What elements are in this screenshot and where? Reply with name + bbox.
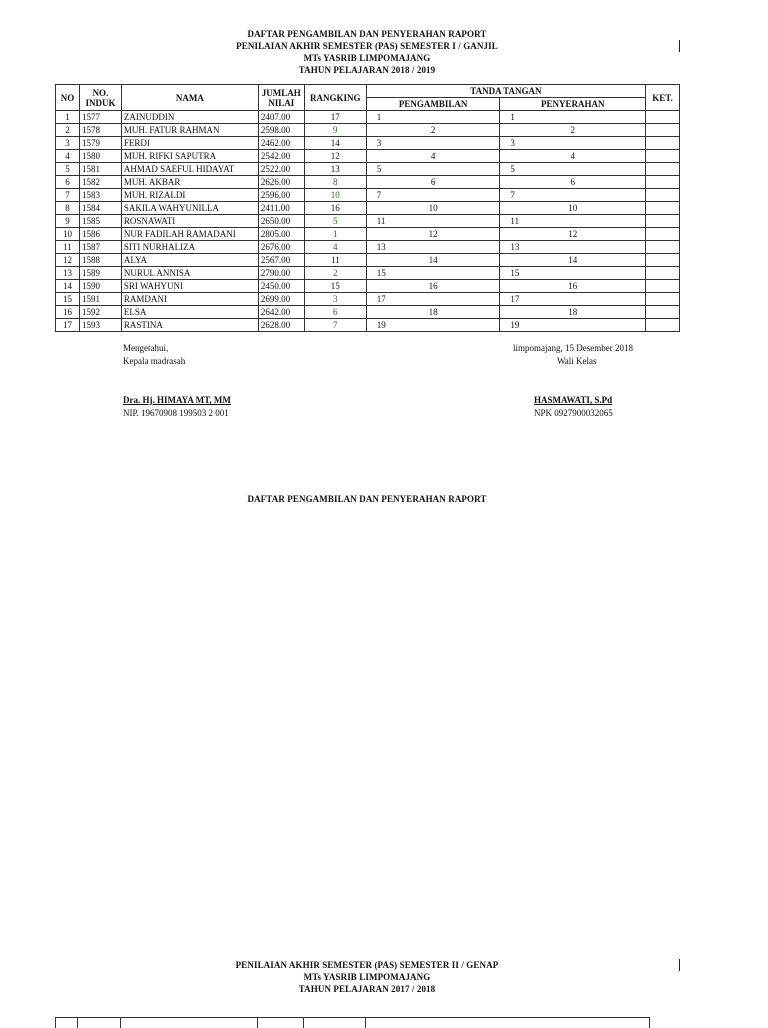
cell-penyerahan: 18	[500, 306, 646, 319]
cell-penyerahan: 19	[500, 319, 646, 332]
cell-ket	[646, 241, 680, 254]
table-row	[56, 319, 680, 332]
cell-nama: SITI NURHALIZA	[121, 241, 258, 254]
cell-rangking: 15	[304, 280, 366, 293]
cell-induk: 1592	[79, 306, 121, 319]
cell-nama: ZAINUDDIN	[121, 111, 258, 124]
section3-school: MTs YASRIB LIMPOMAJANG	[303, 972, 431, 982]
table-row	[56, 254, 680, 267]
table-row	[56, 163, 680, 176]
cell-pengambilan: 17	[366, 293, 500, 306]
cell-jumlah-nilai: 2628.00	[258, 319, 304, 332]
cell-penyerahan: 11	[500, 215, 646, 228]
cell-no: 5	[56, 163, 80, 176]
signature-left	[123, 342, 231, 420]
cell-jumlah-nilai: 2542.00	[258, 150, 304, 163]
cell-rangking: 8	[304, 176, 366, 189]
cell-induk: 1589	[79, 267, 121, 280]
cell-jumlah-nilai: 2567.00	[258, 254, 304, 267]
cell-ket	[646, 228, 680, 241]
cell-penyerahan: 10	[500, 202, 646, 215]
table-row	[56, 150, 680, 163]
cell-pengambilan: 15	[366, 267, 500, 280]
signature-right	[513, 342, 633, 368]
cell-penyerahan: 14	[500, 254, 646, 267]
cell-induk: 1588	[79, 254, 121, 267]
cell-induk: 1579	[79, 137, 121, 150]
col-header-no: NO	[56, 85, 80, 111]
cell-penyerahan: 3	[500, 137, 646, 150]
col-header-tanda-tangan: TANDA TANGAN	[366, 85, 645, 98]
cell-rangking: 16	[304, 202, 366, 215]
cell-ket	[646, 293, 680, 306]
cell-pengambilan: 14	[366, 254, 500, 267]
homeroom-teacher-npk: NPK 0927900032065	[534, 408, 613, 418]
cell-pengambilan: 18	[366, 306, 500, 319]
signature-right-line1: limpomajang, 15 Desember 2018	[513, 343, 633, 353]
cell-nama: SRI WAHYUNI	[121, 280, 258, 293]
cell-no: 1	[56, 111, 80, 124]
cell-jumlah-nilai: 2699.00	[258, 293, 304, 306]
header-subtitle: PENILAIAN AKHIR SEMESTER (PAS) SEMESTER I / GANJIL	[236, 41, 498, 51]
cell-rangking: 6	[304, 306, 366, 319]
cell-ket	[646, 319, 680, 332]
col-header-induk: NO. INDUK	[79, 85, 121, 111]
cell-induk: 1593	[79, 319, 121, 332]
cell-no: 9	[56, 215, 80, 228]
cell-jumlah-nilai: 2450.00	[258, 280, 304, 293]
cell-nama: MUH. AKBAR	[121, 176, 258, 189]
cell-nama: RAMDANI	[121, 293, 258, 306]
cell-pengambilan: 5	[366, 163, 500, 176]
cell-pengambilan: 11	[366, 215, 500, 228]
table-row	[56, 306, 680, 319]
cell-ket	[646, 150, 680, 163]
signature-left-line2: Kepala madrasah	[123, 356, 186, 366]
cell-no: 17	[56, 319, 80, 332]
cell-jumlah-nilai: 2790.00	[258, 267, 304, 280]
cell-penyerahan: 16	[500, 280, 646, 293]
cell-rangking: 5	[304, 215, 366, 228]
cell-nama: MUH. RIZALDI	[121, 189, 258, 202]
cell-no: 8	[56, 202, 80, 215]
cell-pengambilan: 3	[366, 137, 500, 150]
cell-rangking: 9	[304, 124, 366, 137]
cell-nama: ROSNAWATI	[121, 215, 258, 228]
cell-no: 10	[56, 228, 80, 241]
cell-penyerahan: 17	[500, 293, 646, 306]
cell-no: 15	[56, 293, 80, 306]
cell-rangking: 17	[304, 111, 366, 124]
cell-induk: 1580	[79, 150, 121, 163]
cell-jumlah-nilai: 2626.00	[258, 176, 304, 189]
cell-no: 6	[56, 176, 80, 189]
table-row	[56, 176, 680, 189]
cell-rangking: 4	[304, 241, 366, 254]
cell-pengambilan: 16	[366, 280, 500, 293]
cell-no: 14	[56, 280, 80, 293]
col-header-rangking: RANGKING	[304, 85, 366, 111]
cell-induk: 1587	[79, 241, 121, 254]
cell-induk: 1585	[79, 215, 121, 228]
cell-penyerahan: 4	[500, 150, 646, 163]
cell-penyerahan: 15	[500, 267, 646, 280]
cell-pengambilan: 4	[366, 150, 500, 163]
table-row	[56, 189, 680, 202]
cell-induk: 1578	[79, 124, 121, 137]
cell-penyerahan: 7	[500, 189, 646, 202]
col-header-pengambilan: PENGAMBILAN	[366, 98, 500, 111]
header-title: DAFTAR PENGAMBILAN DAN PENYERAHAN RAPORT	[247, 29, 487, 39]
cell-pengambilan: 6	[366, 176, 500, 189]
cell-rangking: 11	[304, 254, 366, 267]
cell-rangking: 12	[304, 150, 366, 163]
cell-nama: AHMAD SAEFUL HIDAYAT	[121, 163, 258, 176]
cell-pengambilan: 13	[366, 241, 500, 254]
cell-rangking: 1	[304, 228, 366, 241]
cell-jumlah-nilai: 2676.00	[258, 241, 304, 254]
cell-penyerahan: 13	[500, 241, 646, 254]
signature-right-name-block	[534, 394, 613, 420]
cell-nama: NURUL ANNISA	[121, 267, 258, 280]
cell-ket	[646, 215, 680, 228]
cell-pengambilan: 19	[366, 319, 500, 332]
cell-induk: 1582	[79, 176, 121, 189]
cell-nama: FERDI	[121, 137, 258, 150]
table-row	[56, 293, 680, 306]
section2-title: DAFTAR PENGAMBILAN DAN PENYERAHAN RAPORT	[247, 494, 487, 504]
table-row	[56, 215, 680, 228]
cell-pengambilan: 7	[366, 189, 500, 202]
cell-penyerahan: 1	[500, 111, 646, 124]
cell-no: 13	[56, 267, 80, 280]
section3-table-partial	[55, 1017, 650, 1028]
table-row	[56, 241, 680, 254]
col-header-ket: KET.	[646, 85, 680, 111]
table-row	[56, 124, 680, 137]
cell-no: 7	[56, 189, 80, 202]
cell-nama: SAKILA WAHYUNILLA	[121, 202, 258, 215]
cell-nama: MUH. FATUR RAHMAN	[121, 124, 258, 137]
cell-jumlah-nilai: 2642.00	[258, 306, 304, 319]
cell-induk: 1581	[79, 163, 121, 176]
cell-penyerahan: 6	[500, 176, 646, 189]
cell-no: 12	[56, 254, 80, 267]
cell-induk: 1586	[79, 228, 121, 241]
cell-penyerahan: 5	[500, 163, 646, 176]
cell-nama: MUH. RIFKI SAPUTRA	[121, 150, 258, 163]
cell-penyerahan: 12	[500, 228, 646, 241]
cell-rangking: 10	[304, 189, 366, 202]
cell-rangking: 14	[304, 137, 366, 150]
cell-ket	[646, 280, 680, 293]
cell-ket	[646, 111, 680, 124]
cell-ket	[646, 163, 680, 176]
header-school: MTs YASRIB LIMPOMAJANG	[303, 53, 431, 63]
cell-induk: 1591	[79, 293, 121, 306]
table-body	[56, 111, 680, 332]
cell-jumlah-nilai: 2407.00	[258, 111, 304, 124]
cell-no: 3	[56, 137, 80, 150]
signature-left-line1: Mengetahui,	[123, 343, 169, 353]
cell-pengambilan: 1	[366, 111, 500, 124]
cell-jumlah-nilai: 2411.00	[258, 202, 304, 215]
cell-induk: 1590	[79, 280, 121, 293]
cell-ket	[646, 189, 680, 202]
table-row	[56, 202, 680, 215]
cell-no: 11	[56, 241, 80, 254]
cell-ket	[646, 306, 680, 319]
cell-pengambilan: 12	[366, 228, 500, 241]
cell-pengambilan: 10	[366, 202, 500, 215]
col-header-nama: NAMA	[121, 85, 258, 111]
cell-ket	[646, 254, 680, 267]
table-row	[56, 228, 680, 241]
cell-nama: NUR FADILAH RAMADANI	[121, 228, 258, 241]
headmaster-nip: NIP. 19670908 199503 2 001	[123, 408, 229, 418]
cell-rangking: 7	[304, 319, 366, 332]
table-row	[56, 137, 680, 150]
header-year: TAHUN PELAJARAN 2018 / 2019	[298, 65, 436, 75]
col-header-jumlah: JUMLAH NILAI	[258, 85, 304, 111]
cell-ket	[646, 267, 680, 280]
section3-subtitle: PENILAIAN AKHIR SEMESTER (PAS) SEMESTER II / GENAP	[235, 960, 499, 970]
col-header-penyerahan: PENYERAHAN	[500, 98, 646, 111]
cell-jumlah-nilai: 2650.00	[258, 215, 304, 228]
cell-ket	[646, 176, 680, 189]
section3-year: TAHUN PELAJARAN 2017 / 2018	[298, 984, 436, 994]
cell-nama: ELSA	[121, 306, 258, 319]
cell-nama: ALYA	[121, 254, 258, 267]
cell-jumlah-nilai: 2522.00	[258, 163, 304, 176]
cell-ket	[646, 124, 680, 137]
cell-pengambilan: 2	[366, 124, 500, 137]
homeroom-teacher-name: HASMAWATI, S.Pd	[534, 395, 613, 405]
cell-jumlah-nilai: 2596.00	[258, 189, 304, 202]
table-row	[56, 267, 680, 280]
cell-ket	[646, 137, 680, 150]
cell-jumlah-nilai: 2805.00	[258, 228, 304, 241]
cell-no: 2	[56, 124, 80, 137]
cell-penyerahan: 2	[500, 124, 646, 137]
cell-rangking: 3	[304, 293, 366, 306]
cell-rangking: 13	[304, 163, 366, 176]
cell-no: 4	[56, 150, 80, 163]
cell-jumlah-nilai: 2598.00	[258, 124, 304, 137]
cell-induk: 1584	[79, 202, 121, 215]
cell-nama: RASTINA	[121, 319, 258, 332]
table-row	[56, 111, 680, 124]
cell-induk: 1577	[79, 111, 121, 124]
cell-induk: 1583	[79, 189, 121, 202]
headmaster-name: Dra. Hj. HIMAYA MT, MM	[123, 395, 231, 405]
cell-ket	[646, 202, 680, 215]
signature-right-line2: Wali Kelas	[557, 356, 597, 366]
cell-no: 16	[56, 306, 80, 319]
report-table	[55, 84, 680, 332]
cell-jumlah-nilai: 2462.00	[258, 137, 304, 150]
table-row	[56, 280, 680, 293]
cell-rangking: 2	[304, 267, 366, 280]
